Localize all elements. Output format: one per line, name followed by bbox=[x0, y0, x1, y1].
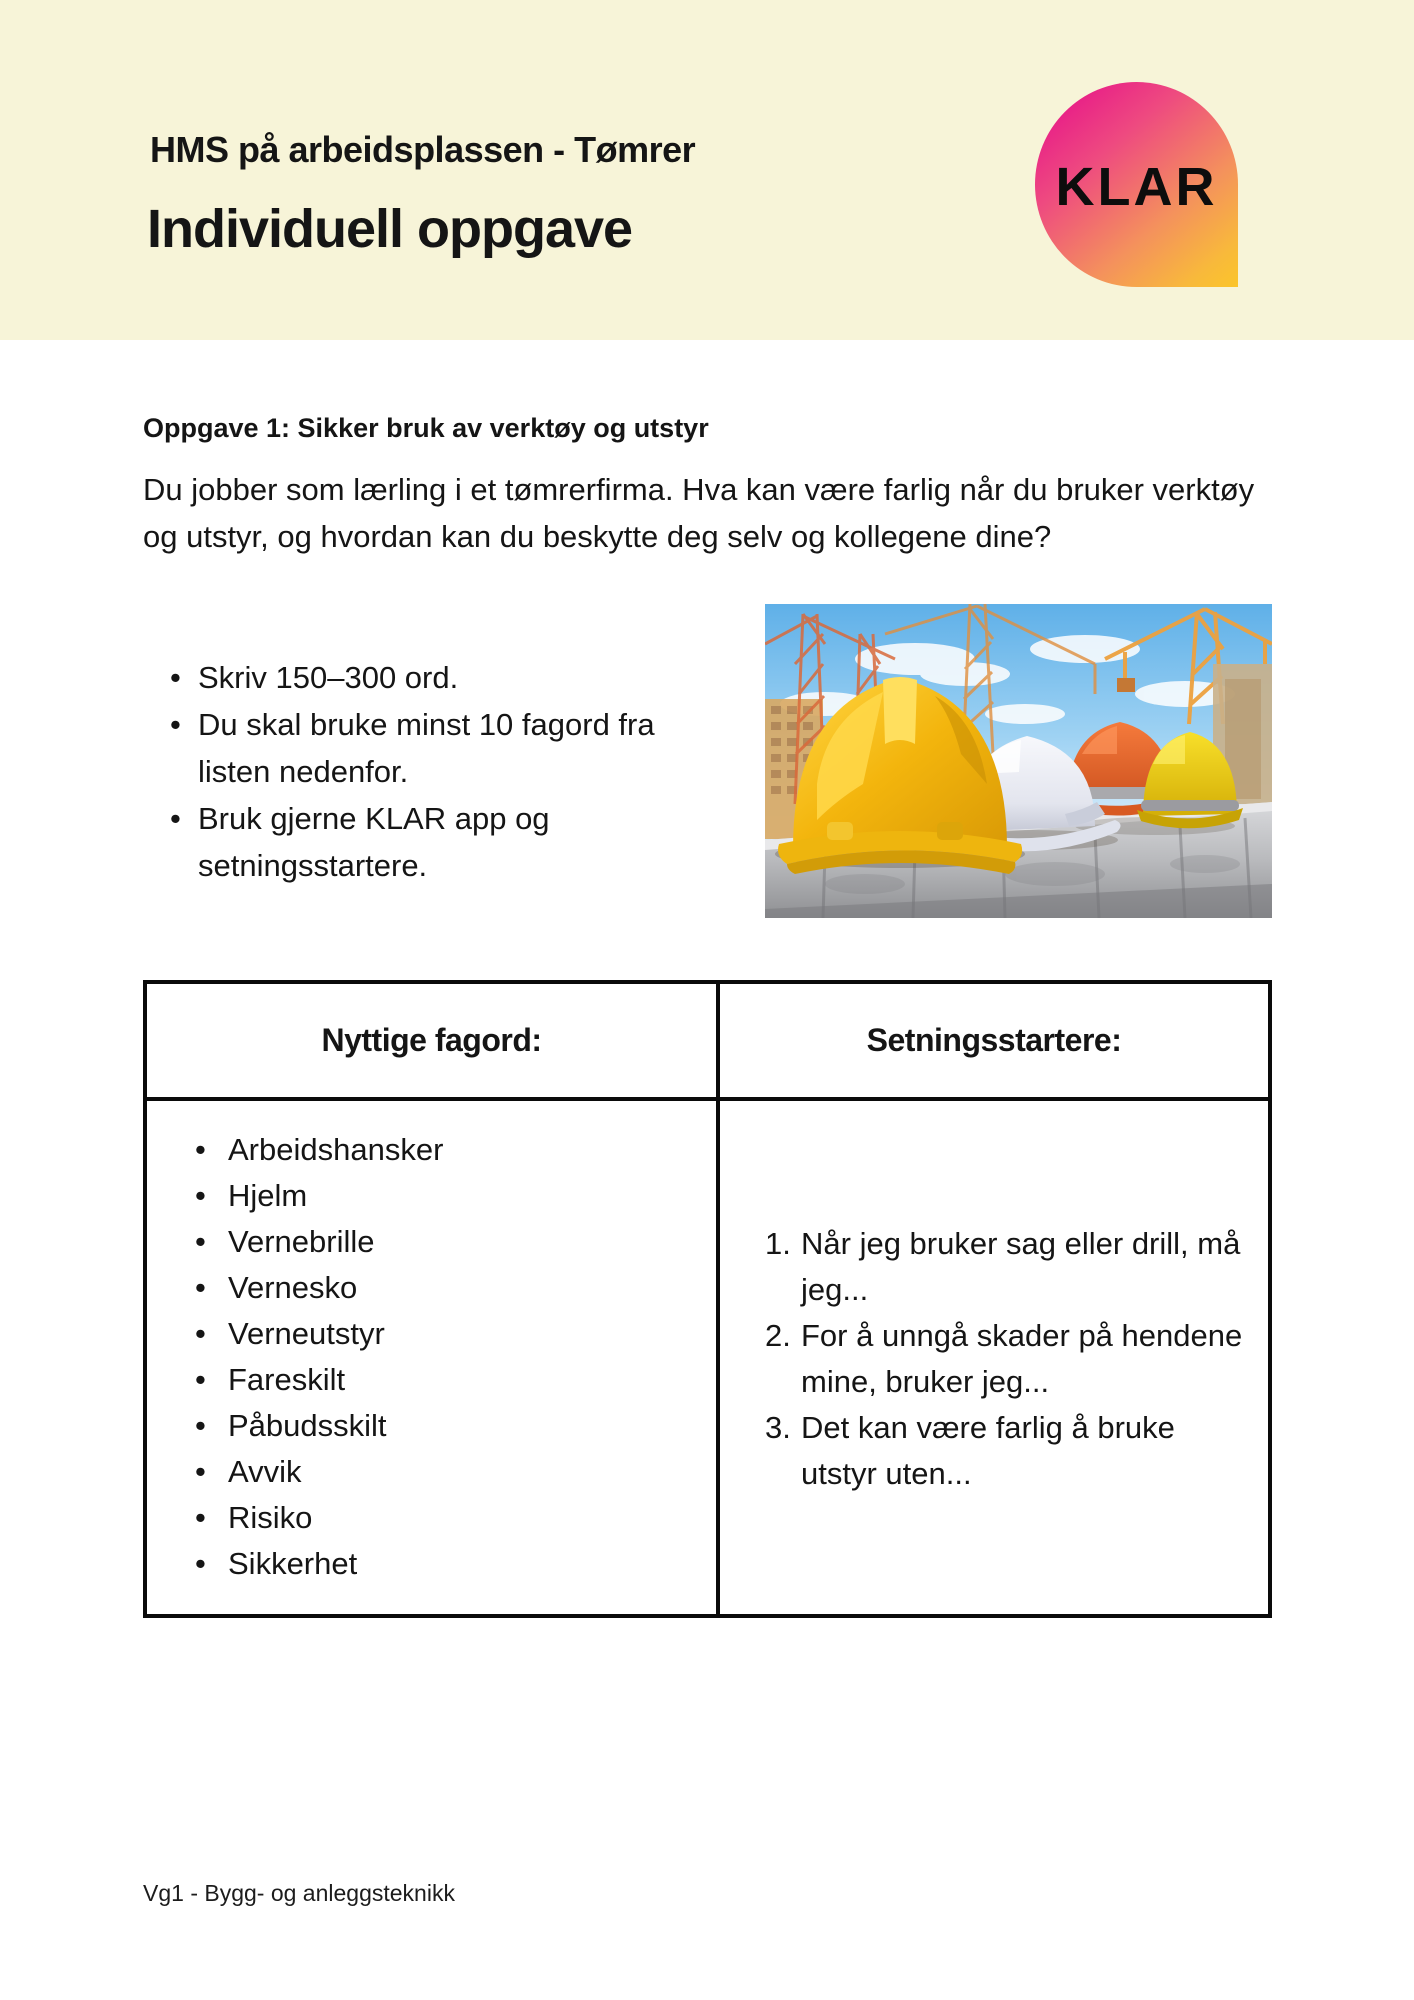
word-list-item: • Avvik bbox=[195, 1449, 716, 1495]
header-band bbox=[0, 0, 1414, 340]
vocab-table-header-row bbox=[147, 984, 1268, 1101]
word-list-item: • Fareskilt bbox=[195, 1357, 716, 1403]
sentence-starter-item: Det kan være farlig å bruke utstyr uten... bbox=[801, 1410, 1175, 1491]
word-list bbox=[147, 1101, 716, 1587]
sentence-starter-list bbox=[720, 1101, 1268, 1497]
task-bullet: • Du skal bruke minst 10 fagord fra listen nedenfor. bbox=[170, 701, 690, 795]
vocab-table-header-left: Nyttige fagord: bbox=[147, 984, 720, 1097]
word-list-item: • Verneutstyr bbox=[195, 1311, 716, 1357]
word-list-item: • Påbudsskilt bbox=[195, 1403, 716, 1449]
construction-helmets-photo bbox=[765, 604, 1272, 918]
sentence-starter-item: Når jeg bruker sag eller drill, må jeg... bbox=[801, 1226, 1241, 1307]
word-list-item: • Arbeidshansker bbox=[195, 1127, 716, 1173]
task-bullet: • Bruk gjerne KLAR app og setningsstartere. bbox=[170, 795, 690, 889]
word-list-item: • Sikkerhet bbox=[195, 1541, 716, 1587]
vocab-table-header-right: Setningsstartere: bbox=[866, 1022, 1122, 1058]
task-heading: Oppgave 1: Sikker bruk av verktøy og utstyr bbox=[143, 413, 709, 443]
word-list-item: • Risiko bbox=[195, 1495, 716, 1541]
task-intro-paragraph: Du jobber som lærling i et tømrerfirma. Hva kan være farlig når du bruker verktøy og utstyr, og hvordan kan du beskytte deg selv og kollegene dine? bbox=[143, 472, 1255, 554]
course-subtitle: HMS på arbeidsplassen - Tømrer bbox=[150, 129, 696, 170]
word-list-item: • Vernebrille bbox=[195, 1219, 716, 1265]
klar-logo bbox=[1035, 82, 1238, 287]
word-list-item: • Hjelm bbox=[195, 1173, 716, 1219]
sentence-starter-item: For å unngå skader på hendene mine, bruker jeg... bbox=[801, 1318, 1243, 1399]
vocab-table-cell-starters bbox=[720, 1101, 1268, 1614]
page-title: Individuell oppgave bbox=[147, 199, 633, 259]
word-list-item: • Vernesko bbox=[195, 1265, 716, 1311]
vocab-table-cell-words bbox=[147, 1101, 720, 1614]
klar-logo-text: KLAR bbox=[1055, 156, 1218, 217]
vocab-table bbox=[143, 980, 1272, 1618]
vocab-table-body-row bbox=[147, 1101, 1268, 1614]
task-bullet: • Skriv 150–300 ord. bbox=[170, 654, 690, 701]
footer-course-label: Vg1 - Bygg- og anleggsteknikk bbox=[143, 1880, 455, 1906]
task-bullet-list bbox=[170, 654, 690, 889]
